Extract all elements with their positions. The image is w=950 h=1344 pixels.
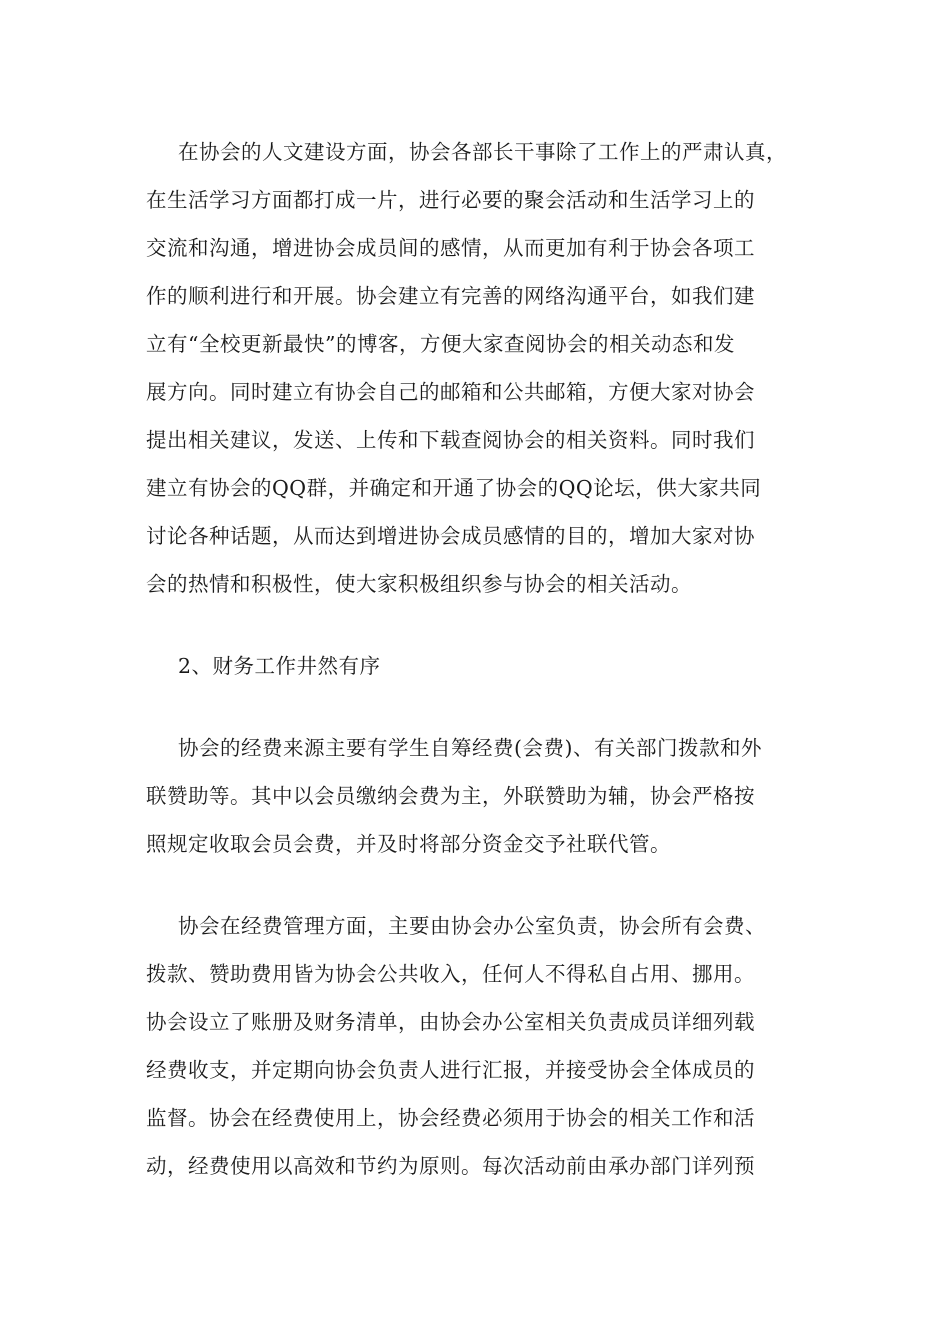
document-body [146,128,808,1190]
paragraph-line: 展方向。同时建立有协会自己的邮箱和公共邮箱，方便大家对协会 [146,380,755,404]
paragraph-line: 拨款、赞助费用皆为协会公共收入，任何人不得私自占用、挪用。 [146,962,755,986]
paragraph-line: 协会设立了账册及财务清单，由协会办公室相关负责成员详细列载 [146,1010,755,1034]
paragraph-line: 照规定收取会员会费，并及时将部分资金交予社联代管。 [146,832,671,856]
paragraph-line: 联赞助等。其中以会员缴纳会费为主，外联赞助为辅，协会严格按 [146,784,755,808]
paragraph-line: 作的顺利进行和开展。协会建立有完善的网络沟通平台，如我们建 [146,284,755,308]
paragraph-funding-management [146,902,808,1190]
paragraph-line: 在协会的人文建设方面，协会各部长干事除了工作上的严肃认真， [178,140,787,164]
paragraph-line: 监督。协会在经费使用上，协会经费必须用于协会的相关工作和活 [146,1106,755,1130]
paragraph-humanities-construction [146,128,808,608]
paragraph-line: 立有“全校更新最快”的博客，方便大家查阅协会的相关动态和发 [146,332,735,356]
paragraph-line: 建立有协会的QQ群，并确定和开通了协会的QQ论坛，供大家共同 [146,476,762,500]
paragraph-spacing [146,690,808,724]
paragraph-funding-sources [146,724,808,868]
paragraph-line: 在生活学习方面都打成一片，进行必要的聚会活动和生活学习上的 [146,188,755,212]
paragraph-spacing [146,868,808,902]
section-heading-finance [146,642,808,690]
paragraph-line: 交流和沟通，增进协会成员间的感情，从而更加有利于协会各项工 [146,236,755,260]
paragraph-line: 会的热情和积极性，使大家积极组织参与协会的相关活动。 [146,572,692,596]
paragraph-line: 协会在经费管理方面，主要由协会办公室负责，协会所有会费、 [178,914,766,938]
paragraph-line: 动，经费使用以高效和节约为原则。每次活动前由承办部门详列预 [146,1154,755,1178]
paragraph-spacing [146,608,808,642]
paragraph-line: 协会的经费来源主要有学生自筹经费(会费)、有关部门拨款和外 [178,736,762,760]
paragraph-line: 提出相关建议，发送、上传和下载查阅协会的相关资料。同时我们 [146,428,755,452]
heading-line: 2、财务工作井然有序 [178,654,381,678]
paragraph-line: 经费收支，并定期向协会负责人进行汇报，并接受协会全体成员的 [146,1058,755,1082]
paragraph-line: 讨论各种话题，从而达到增进协会成员感情的目的，增加大家对协 [146,524,755,548]
